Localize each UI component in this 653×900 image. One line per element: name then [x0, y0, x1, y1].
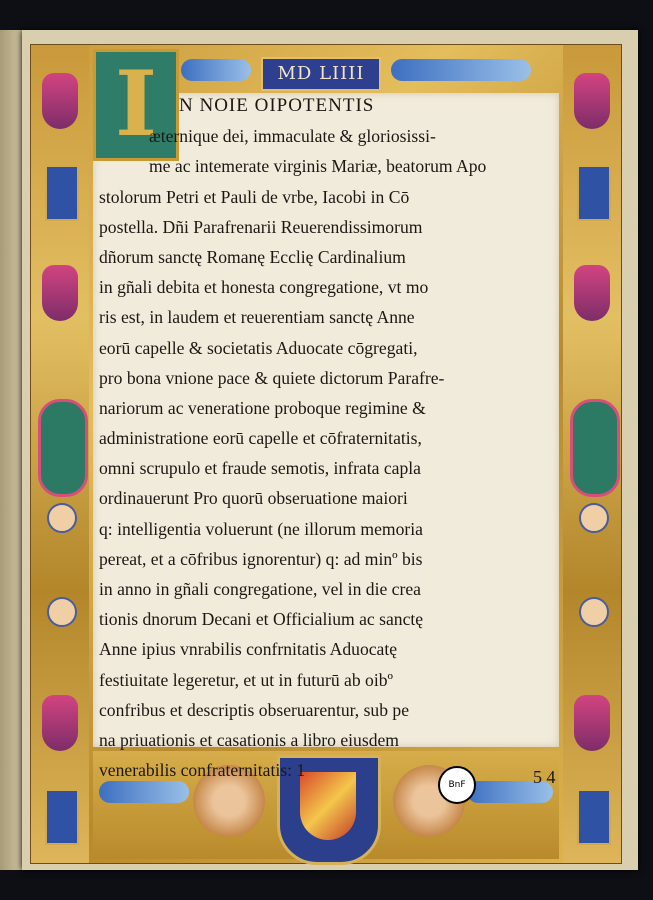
putto-face-icon — [47, 597, 77, 627]
acanthus-scroll-icon — [391, 59, 531, 81]
date-cartouche: MD LIIII — [261, 57, 381, 91]
text-line: venerabilis confraternitatis: 1 — [99, 760, 306, 781]
text-line: na priuationis et casationis a libro eiusdem — [99, 729, 399, 750]
text-line: eorū capelle & societatis Aduocate cōgregati, — [99, 337, 418, 358]
cameo-figure-icon — [570, 399, 620, 497]
text-line: q: intelligentia voluerunt (ne illorum memoria — [99, 518, 423, 539]
text-line: stolorum Petri et Pauli de vrbe, Iacobi in Cō — [99, 186, 410, 207]
text-line: administratione eorū capelle et cōfraternitatis, — [99, 428, 422, 449]
text-line: postella. Dñi Parafrenarii Reuerendissimorum — [99, 216, 423, 237]
text-line: confribus et descriptis obseruarentur, sub pe — [99, 699, 410, 720]
folio-number: 5 4 — [533, 767, 556, 787]
cameo-figure-icon — [38, 399, 88, 497]
text-line: festiuitate legeretur, et ut in futurū ab oibº — [99, 669, 393, 690]
blue-panel-ornament-icon — [45, 165, 79, 221]
vase-ornament-icon — [574, 73, 610, 129]
text-line: tionis dnorum Decani et Officialium ac sanctę — [99, 609, 424, 630]
left-ornamental-pillar — [31, 45, 89, 863]
putto-face-icon — [579, 597, 609, 627]
right-ornamental-pillar — [563, 45, 621, 863]
library-stamp: BnF — [438, 766, 476, 804]
mask-face-icon — [579, 503, 609, 533]
text-line: ordinauerunt Pro quorū obseruatione maiori — [99, 488, 408, 509]
vase-ornament-icon — [574, 265, 610, 321]
acanthus-scroll-icon — [181, 59, 251, 81]
vase-ornament-icon — [42, 265, 78, 321]
blue-panel-ornament-icon — [577, 789, 611, 845]
text-line: me ac intemerate virginis Mariæ, beatorum Apo — [149, 156, 487, 177]
text-line: nariorum ac veneratione proboque regimine & — [99, 397, 426, 418]
text-line: in gñali debita et honesta congregatione, vt mo — [99, 277, 429, 298]
text-line: in anno in gñali congregatione, vel in die crea — [99, 579, 421, 599]
text-line: omni scrupulo et fraude semotis, infrata capla — [99, 458, 421, 479]
vase-ornament-icon — [574, 695, 610, 751]
text-line: æternique dei, immaculate & gloriosissi- — [149, 126, 436, 147]
mask-face-icon — [47, 503, 77, 533]
vase-ornament-icon — [42, 695, 78, 751]
text-line: ris est, in laudem et reuerentiam sanctę Anne — [99, 307, 415, 328]
text-line: dñorum sanctę Romanę Ecclię Cardinalium — [99, 246, 406, 267]
illuminated-border — [30, 44, 622, 864]
text-line: pro bona vnione pace & quiete dictorum Parafre- — [99, 367, 445, 388]
vase-ornament-icon — [42, 73, 78, 129]
blue-panel-ornament-icon — [577, 165, 611, 221]
manuscript-text — [99, 91, 559, 785]
text-line: Anne ipius vnrabilis confrnitatis Aduocatę — [99, 639, 398, 660]
text-line: N NOIE OIPOTENTIS — [179, 95, 375, 116]
illuminated-initial: I — [93, 49, 179, 161]
text-line: pereat, et a cōfribus ignorentur) q: ad minº bis — [99, 548, 423, 569]
blue-panel-ornament-icon — [45, 789, 79, 845]
